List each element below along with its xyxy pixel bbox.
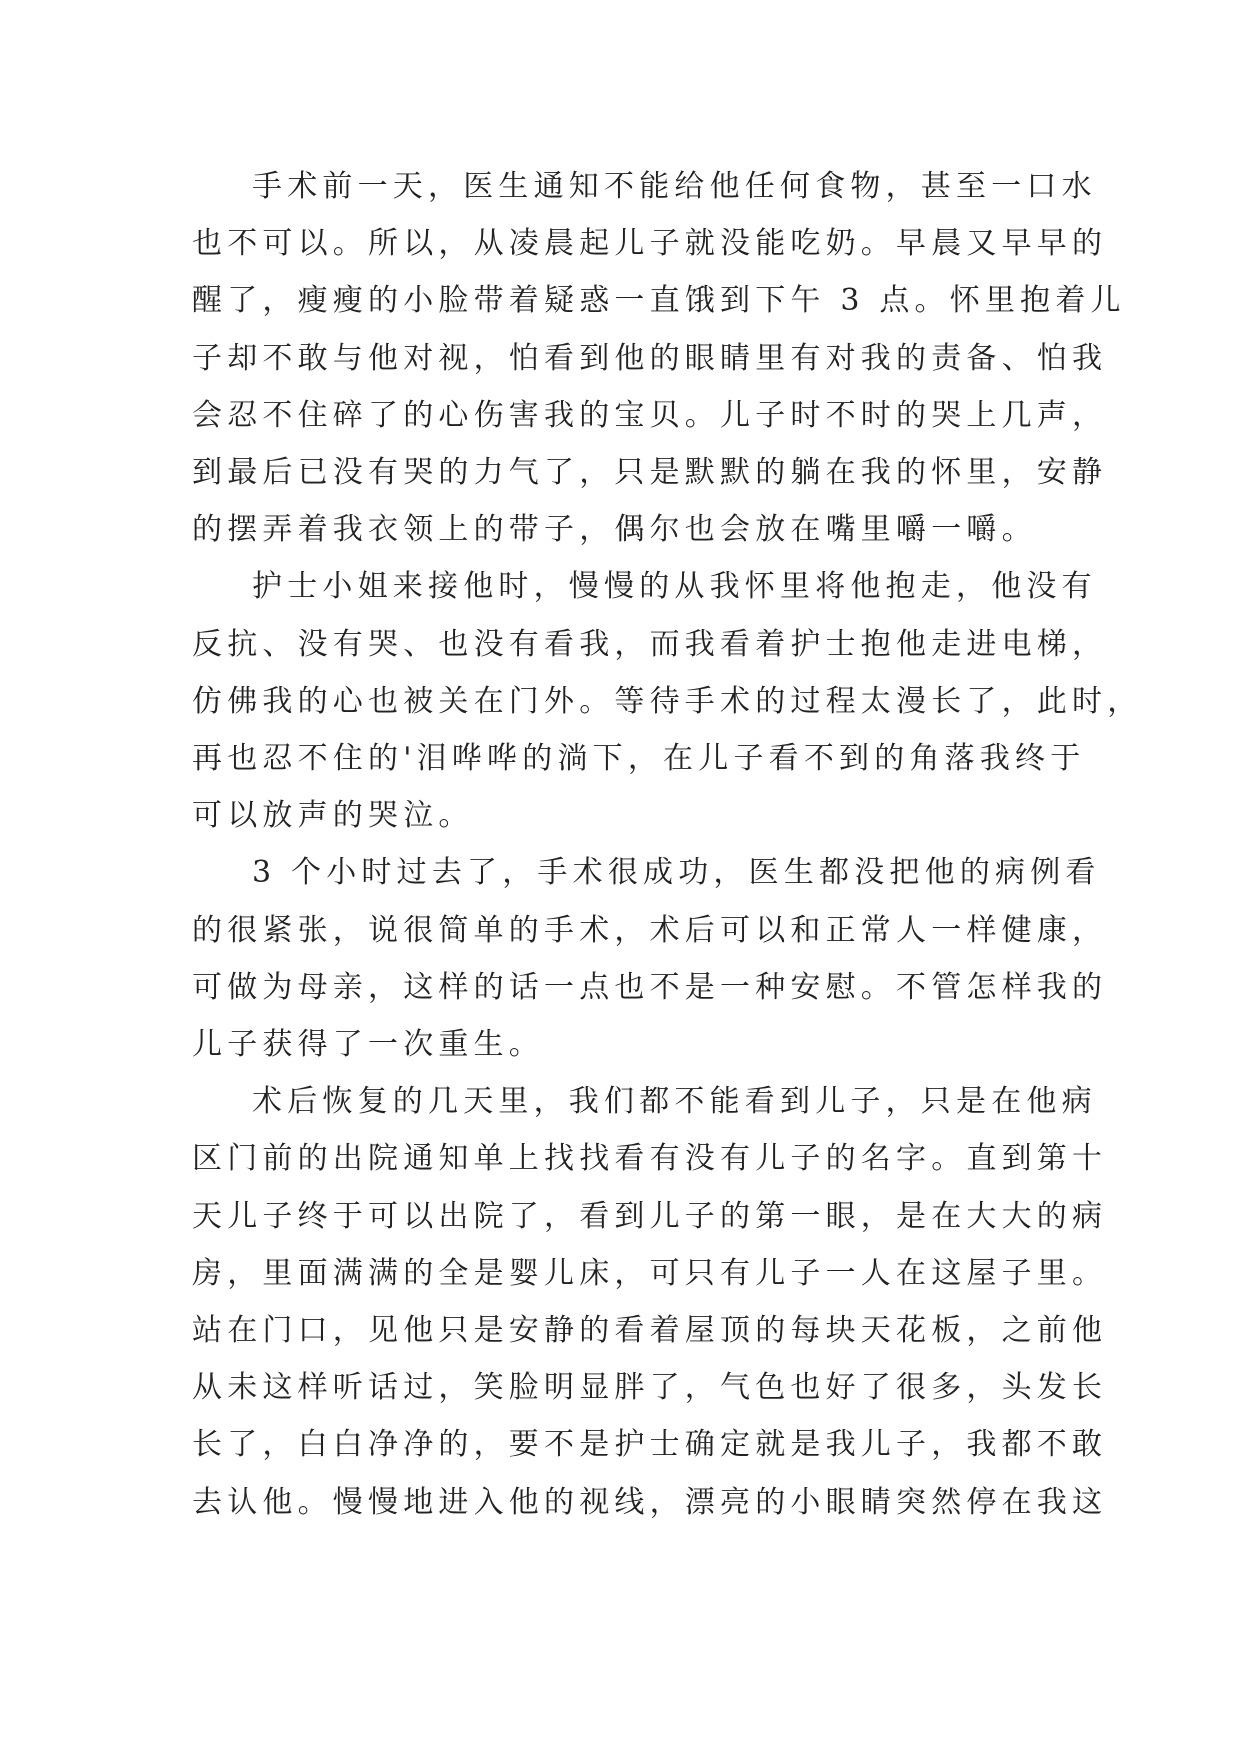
text-line: 的很紧张，说很简单的手术，术后可以和正常人一样健康，: [192, 912, 1108, 948]
text-line: 再也忍不住的'泪哗哗的淌下，在儿子看不到的角落我终于: [192, 741, 1086, 777]
text-line: 子却不敢与他对视，怕看到他的眼睛里有对我的责备、怕我: [192, 340, 1108, 376]
document-body: [192, 158, 1143, 1531]
paragraph-3: [192, 844, 1108, 1073]
paragraph-1: [192, 158, 1126, 558]
text-line: 术后恢复的几天里，我们都不能看到儿子，只是在他病: [252, 1084, 1097, 1120]
text-line: 房，里面满满的全是婴儿床，可只有儿子一人在这屋子里。: [192, 1255, 1108, 1291]
text-line: 儿子获得了一次重生。: [192, 1027, 544, 1063]
text-line: 站在门口，见他只是安静的看着屋顶的每块天花板，之前他: [192, 1313, 1108, 1349]
text-line: 反抗、没有哭、也没有看我，而我看着护士抱他走进电梯，: [192, 626, 1108, 662]
text-line: 护士小姐来接他时，慢慢的从我怀里将他抱走，他没有: [252, 569, 1097, 605]
text-line: 醒了，瘦瘦的小脸带着疑惑一直饿到下午 3 点。怀里抱着儿: [192, 283, 1126, 319]
text-line: 仿佛我的心也被关在门外。等待手术的过程太漫长了，此时，: [192, 683, 1143, 719]
paragraph-2: [192, 558, 1143, 844]
text-line: 去认他。慢慢地进入他的视线，漂亮的小眼睛突然停在我这: [192, 1484, 1108, 1520]
text-line: 天儿子终于可以出院了，看到儿子的第一眼，是在大大的病: [192, 1198, 1108, 1234]
text-line: 区门前的出院通知单上找找看有没有儿子的名字。直到第十: [192, 1141, 1108, 1177]
text-line: 长了，白白净净的，要不是护士确定就是我儿子，我都不敢: [192, 1427, 1108, 1463]
text-line: 可以放声的哭泣。: [192, 798, 474, 834]
text-line: 会忍不住碎了的心伤害我的宝贝。儿子时不时的哭上几声，: [192, 397, 1108, 433]
text-line: 3 个小时过去了，手术很成功，医生都没把他的病例看: [252, 855, 1101, 891]
paragraph-4: [192, 1073, 1108, 1531]
text-line: 可做为母亲，这样的话一点也不是一种安慰。不管怎样我的: [192, 969, 1108, 1005]
text-line: 从未这样听话过，笑脸明显胖了，气色也好了很多，头发长: [192, 1370, 1108, 1406]
text-line: 手术前一天，医生通知不能给他任何食物，甚至一口水: [252, 169, 1097, 204]
text-line: 到最后已没有哭的力气了，只是默默的躺在我的怀里，安静: [192, 455, 1108, 491]
text-line: 也不可以。所以，从凌晨起儿子就没能吃奶。早晨又早早的: [192, 226, 1108, 262]
text-line: 的摆弄着我衣领上的带子，偶尔也会放在嘴里嚼一嚼。: [192, 512, 1037, 548]
